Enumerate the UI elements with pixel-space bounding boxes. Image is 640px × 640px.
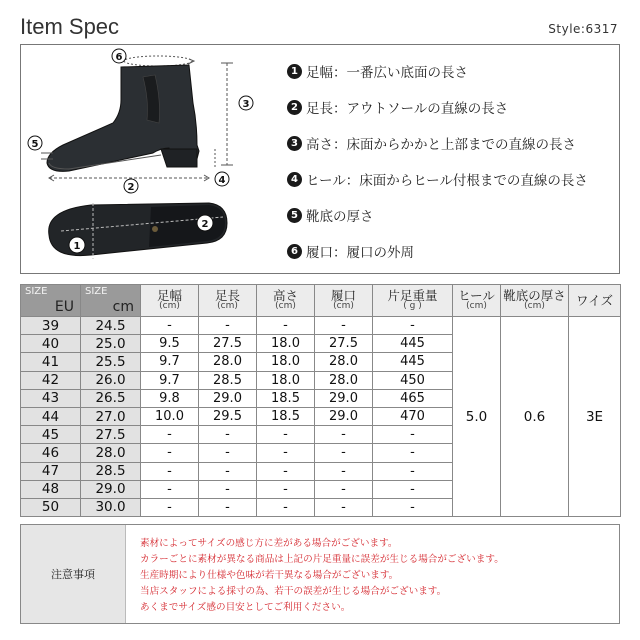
- cell-height: -: [257, 462, 315, 480]
- svg-text:5: 5: [31, 139, 39, 150]
- col-header-heel: ヒール (cm): [453, 285, 501, 317]
- number-badge: 6: [287, 244, 302, 259]
- cell-length: -: [199, 426, 257, 444]
- col-header-sole: 靴底の厚さ (cm): [501, 285, 569, 317]
- cell-length: 29.0: [199, 389, 257, 407]
- common-sole-cell: 0.6: [501, 317, 569, 517]
- number-badge: 1: [287, 64, 302, 79]
- cell-height: -: [257, 444, 315, 462]
- cell-height: 18.5: [257, 389, 315, 407]
- cell-length: -: [199, 480, 257, 498]
- svg-text:2: 2: [201, 219, 209, 230]
- cell-cm: 27.0: [81, 407, 141, 425]
- cell-cm: 24.5: [81, 317, 141, 335]
- cell-cm: 25.0: [81, 335, 141, 353]
- cell-length: 27.5: [199, 335, 257, 353]
- note-line: 生産時期により仕様や色味が若干異なる場合がございます。: [140, 570, 399, 581]
- cell-width: -: [141, 444, 199, 462]
- cell-height: -: [257, 480, 315, 498]
- legend-item-length: [287, 89, 617, 125]
- cell-opening: -: [315, 426, 373, 444]
- cell-eu: 43: [21, 389, 81, 407]
- cell-opening: -: [315, 480, 373, 498]
- legend-label: 足長：アウトソールの直線の長さ: [306, 101, 509, 117]
- cell-opening: 27.5: [315, 335, 373, 353]
- cell-weight: -: [373, 317, 453, 335]
- cell-length: 29.5: [199, 407, 257, 425]
- cell-length: -: [199, 498, 257, 516]
- size-table: [20, 284, 621, 517]
- cell-opening: 28.0: [315, 353, 373, 371]
- col-header-opening: 履口 (cm): [315, 285, 373, 317]
- cell-width: 9.7: [141, 371, 199, 389]
- cell-weight: 450: [373, 371, 453, 389]
- table-header-row: [21, 285, 621, 317]
- legend-item-sole: [287, 197, 617, 233]
- legend-item-height: [287, 125, 617, 161]
- page-title: Item Spec: [20, 14, 120, 39]
- cell-weight: -: [373, 498, 453, 516]
- cell-width: -: [141, 498, 199, 516]
- marker-3: [239, 96, 253, 110]
- cell-eu: 39: [21, 317, 81, 335]
- legend-label: 履口：履口の外周: [306, 245, 414, 261]
- cell-height: -: [257, 317, 315, 335]
- svg-text:3: 3: [242, 99, 250, 110]
- measurement-legend: [287, 53, 617, 269]
- cell-length: -: [199, 462, 257, 480]
- legend-label: ヒール：床面からヒール付根までの直線の長さ: [306, 173, 588, 189]
- col-header-width: 足幅 (cm): [141, 285, 199, 317]
- legend-label: 靴底の厚さ: [306, 209, 374, 225]
- cell-weight: -: [373, 426, 453, 444]
- cell-opening: -: [315, 462, 373, 480]
- number-badge: 5: [287, 208, 302, 223]
- size-cm-header: SIZE cm: [81, 285, 141, 317]
- cell-width: -: [141, 480, 199, 498]
- notes-section: [20, 524, 620, 624]
- cell-weight: -: [373, 480, 453, 498]
- cell-cm: 28.0: [81, 444, 141, 462]
- common-heel-cell: 5.0: [453, 317, 501, 517]
- boot-heel: [161, 149, 197, 167]
- cell-cm: 28.5: [81, 462, 141, 480]
- cell-eu: 44: [21, 407, 81, 425]
- marker-2: [124, 179, 138, 193]
- cell-opening: 29.0: [315, 407, 373, 425]
- cell-opening: -: [315, 317, 373, 335]
- opening-arrow: [124, 56, 192, 66]
- cell-height: -: [257, 426, 315, 444]
- size-eu-header: SIZE EU: [21, 285, 81, 317]
- legend-label: 高さ：床面からかかと上部までの直線の長さ: [306, 137, 576, 153]
- cell-length: -: [199, 444, 257, 462]
- cell-height: 18.0: [257, 371, 315, 389]
- cell-opening: -: [315, 444, 373, 462]
- svg-text:1: 1: [73, 241, 81, 252]
- cell-eu: 50: [21, 498, 81, 516]
- note-line: カラーごとに素材が異なる商品は上記の片足重量に誤差が生じる場合がございます。: [140, 554, 504, 565]
- cell-width: -: [141, 426, 199, 444]
- cell-weight: -: [373, 462, 453, 480]
- marker-4: [215, 172, 229, 186]
- cell-eu: 45: [21, 426, 81, 444]
- note-line: 素材によってサイズの感じ方に差がある場合がございます。: [140, 538, 398, 549]
- cell-weight: 445: [373, 335, 453, 353]
- cell-height: 18.0: [257, 335, 315, 353]
- boot-illustration: [21, 45, 276, 273]
- note-line: 当店スタッフによる採寸の為、若干の誤差が生じる場合がございます。: [140, 586, 447, 597]
- cell-eu: 42: [21, 371, 81, 389]
- cell-cm: 30.0: [81, 498, 141, 516]
- table-row: [21, 317, 621, 335]
- cell-cm: 27.5: [81, 426, 141, 444]
- marker-2-outsole: [197, 215, 213, 231]
- cell-cm: 26.5: [81, 389, 141, 407]
- cell-width: 10.0: [141, 407, 199, 425]
- cell-weight: 470: [373, 407, 453, 425]
- cell-width: -: [141, 317, 199, 335]
- number-badge: 2: [287, 100, 302, 115]
- cell-length: -: [199, 317, 257, 335]
- cell-eu: 47: [21, 462, 81, 480]
- marker-6: [112, 49, 126, 63]
- svg-text:2: 2: [127, 182, 135, 193]
- legend-item-opening: [287, 233, 617, 269]
- style-code: Style:6317: [548, 22, 618, 36]
- common-wise-cell: 3E: [569, 317, 621, 517]
- cell-weight: 445: [373, 353, 453, 371]
- legend-item-width: [287, 53, 617, 89]
- cell-height: 18.0: [257, 353, 315, 371]
- cell-cm: 26.0: [81, 371, 141, 389]
- col-header-length: 足長 (cm): [199, 285, 257, 317]
- cell-eu: 40: [21, 335, 81, 353]
- cell-width: 9.7: [141, 353, 199, 371]
- cell-eu: 41: [21, 353, 81, 371]
- cell-length: 28.5: [199, 371, 257, 389]
- cell-width: 9.5: [141, 335, 199, 353]
- spec-panel: [20, 44, 620, 274]
- cell-width: 9.8: [141, 389, 199, 407]
- notes-body: [126, 525, 619, 623]
- cell-cm: 25.5: [81, 353, 141, 371]
- cell-length: 28.0: [199, 353, 257, 371]
- number-badge: 3: [287, 136, 302, 151]
- legend-label: 足幅：一番広い底面の長さ: [306, 65, 468, 81]
- marker-5: [28, 136, 42, 150]
- marker-1: [69, 237, 85, 253]
- cell-opening: 28.0: [315, 371, 373, 389]
- col-header-wise: ワイズ: [569, 285, 621, 317]
- cell-opening: -: [315, 498, 373, 516]
- svg-text:6: 6: [115, 52, 123, 63]
- notes-label: 注意事項: [21, 525, 126, 623]
- cell-eu: 48: [21, 480, 81, 498]
- cell-weight: -: [373, 444, 453, 462]
- note-line: あくまでサイズ感の目安としてご利用ください。: [140, 602, 351, 613]
- col-header-weight: 片足重量 ( g ): [373, 285, 453, 317]
- cell-height: -: [257, 498, 315, 516]
- cell-height: 18.5: [257, 407, 315, 425]
- number-badge: 4: [287, 172, 302, 187]
- cell-weight: 465: [373, 389, 453, 407]
- cell-eu: 46: [21, 444, 81, 462]
- cell-width: -: [141, 462, 199, 480]
- legend-item-heel: [287, 161, 617, 197]
- col-header-height: 高さ (cm): [257, 285, 315, 317]
- cell-opening: 29.0: [315, 389, 373, 407]
- cell-cm: 29.0: [81, 480, 141, 498]
- svg-text:4: 4: [218, 175, 226, 186]
